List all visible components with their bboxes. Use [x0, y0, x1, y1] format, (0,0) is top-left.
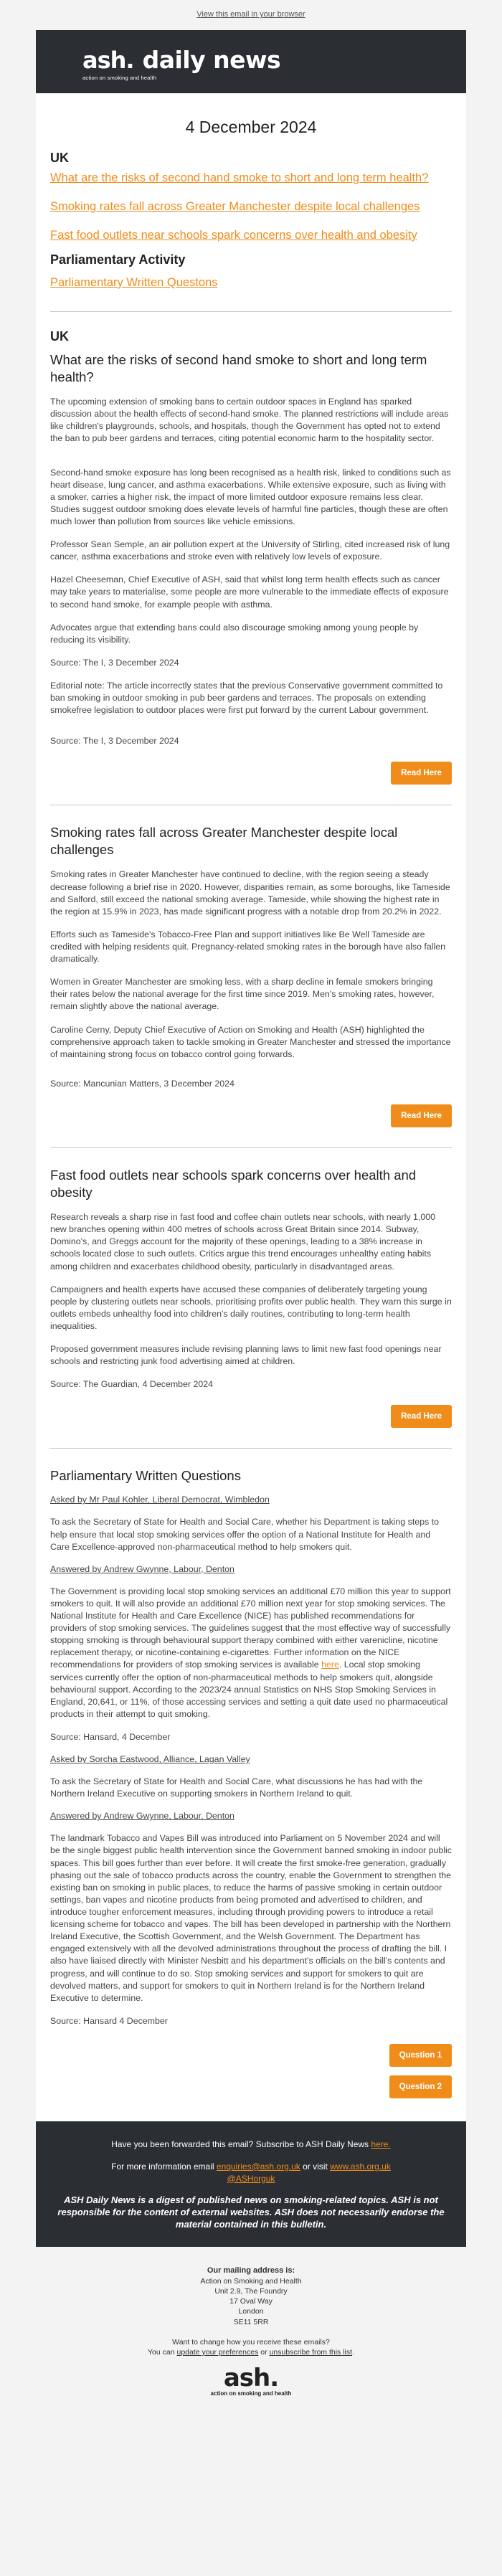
question-source: Source: Hansard, 4 December	[50, 1732, 171, 1742]
read-here-button[interactable]: Read Here	[391, 762, 452, 785]
toc-link[interactable]: Smoking rates fall across Greater Manchester despite local challenges	[50, 200, 420, 213]
button-row	[36, 1101, 466, 1147]
article-paragraph: Advocates argue that extending bans could also discourage smoking among young people by reducing its visibility.	[50, 622, 419, 645]
article-title: What are the risks of second hand smoke to short and long term health?	[50, 352, 427, 385]
org-name: Action on Smoking and Health	[200, 2276, 302, 2286]
issue-date: 4 December 2024	[185, 118, 317, 136]
article-paragraph: Professor Sean Semple, an air pollution expert at the University of Stirling, cited increased risk of lung cancer, asthma exacerbations and stroke even with relatively low levels of exposure.	[50, 539, 450, 562]
question-asker: Asked by Mr Paul Kohler, Liberal Democrat, Wimbledon	[50, 1495, 270, 1505]
article-paragraph: Research reveals a sharp rise in fast food and coffee chain outlets near schools, with nearly 1,000 new branches opening within 400 metres of schools across Great Britain since 2014. Subway, Domino's, and Greggs account for the majority of these openings, leading to a 38% increase in schools located close to such outlets. Critics argue this trend encourages unhealthy eating habits among children and exacerbates childhood obesity, particularly in disadvantaged areas.	[50, 1212, 436, 1272]
email-link[interactable]: enquiries@ash.org.uk	[216, 2161, 300, 2172]
article-title: Smoking rates fall across Greater Manchester despite local challenges	[50, 825, 398, 858]
contact-text	[57, 2161, 445, 2185]
preferences-or: or	[258, 2347, 270, 2357]
contact-prompt: For more information email	[111, 2161, 217, 2172]
question-text: To ask the Secretary of State for Health and Social Care, what discussions he has had with the Northern Ireland Executive on supporting smokers in Northern Ireland to quit.	[50, 1776, 423, 1799]
subscribe-link[interactable]: here.	[371, 2139, 391, 2149]
article-paragraph: Caroline Cerny, Deputy Chief Executive of Action on Smoking and Health (ASH) highlighted the comprehensive approach taken to tackle smoking in Greater Manchester and stressed the importance of maintaining strong focus on tobacco control going forwards.	[50, 1024, 451, 1059]
browser-link-bar	[0, 10, 502, 30]
parliamentary-title: Parliamentary Written Questions	[50, 1468, 241, 1484]
mailing-address-heading: Our mailing address is:	[207, 2266, 295, 2276]
contact-or: or visit	[300, 2161, 331, 2172]
read-here-button[interactable]: Read Here	[391, 1104, 452, 1127]
news-article	[36, 351, 466, 747]
footer-banner	[36, 2121, 466, 2247]
logo-tagline: action on smoking and health	[82, 75, 157, 81]
button-row	[36, 758, 466, 805]
nice-recommendations-link[interactable]: here	[321, 1659, 339, 1670]
toc-link[interactable]: What are the risks of second hand smoke to short and long term health?	[50, 171, 429, 184]
answer-text-part: . Local stop smoking services currently offer the option of non-pharmaceutical methods to help smokers quit, alongside behavioural support. According to the 2023/24 annual Statistics on NHS Stop Smoking Services in England, 20,641, or 11%, of those accessing services and setting a quit date used no pharmaceutical products in their attempt to quit smoking.	[50, 1659, 448, 1719]
parliamentary-section	[36, 1449, 466, 2027]
article-paragraph: Women in Greater Manchester are smoking less, with a sharp decline in female smokers bringing their rates below the national average for the first time since 2019. Men's smoking rates, however, remain slightly above the national average.	[50, 977, 435, 1012]
twitter-link[interactable]: @ASHorguk	[227, 2173, 275, 2184]
footer-logo-text: ash.	[223, 2364, 279, 2393]
article-paragraph: Campaigners and health experts have accused these companies of deliberately targeting young people by clustering outlets near schools, prioritising profits over public health. They warn this surge in outlets embeds unhealthy food into children's daily routines, contributing to long-term health inequalities.	[50, 1284, 452, 1331]
toc-link[interactable]: Fast food outlets near schools spark concerns over health and obesity	[50, 229, 417, 242]
view-in-browser-link[interactable]: View this email in your browser	[196, 10, 306, 19]
article-title: Fast food outlets near schools spark concerns over health and obesity	[50, 1168, 417, 1201]
question-asker: Asked by Sorcha Eastwood, Alliance, Lagan Valley	[50, 1754, 250, 1765]
article-paragraph: Hazel Cheeseman, Chief Executive of ASH, said that whilst long term health effects such as cancer may take years to materialise, some people are more vulnerable to the immediate effects of exposure to second hand smoke, for example people with asthma.	[50, 574, 449, 610]
question-1-button[interactable]: Question 1	[389, 2044, 452, 2067]
button-row	[36, 2038, 466, 2067]
preferences-line	[36, 2347, 466, 2357]
article-paragraph: Smoking rates in Greater Manchester have continued to decline, with the region seeing a steady decrease following a brief rise in 2020. However, disparities remain, as some boroughs, like Tameside and Salford, still exceed the national smoking average. Tameside, while showing the highest rate in the region at 15.9% in 2023, has made significant progress with a notable drop from 20.2% in 2022.	[50, 869, 450, 917]
table-of-contents	[36, 139, 466, 290]
uk-section-heading: UK	[50, 329, 69, 344]
question-answerer: Answered by Andrew Gwynne, Labour, Denton	[50, 1563, 235, 1574]
preferences-pre: You can	[148, 2347, 177, 2357]
address-line: SE11 5RR	[233, 2317, 269, 2326]
article-source: Source: Mancunian Matters, 3 December 2024	[50, 1078, 235, 1089]
question-answerer: Answered by Andrew Gwynne, Labour, Denton	[50, 1811, 235, 1822]
disclaimer: ASH Daily News is a digest of published news on smoking-related topics. ASH is not responsible for the content of external websites. ASH does not necessarily endorse the material contained in this bulletin.	[57, 2194, 445, 2230]
address-line: London	[238, 2307, 264, 2316]
footer-logo-tagline: action on smoking and health	[210, 2390, 292, 2397]
article-paragraph: The upcoming extension of smoking bans to certain outdoor spaces in England has sparked discussion about the health effects of second-hand smoke. The planned restrictions will include areas like children's playgrounds, schools, and hospitals, though the Government has opted not to extend the ban to pub beer gardens and terraces, citing potential economic harm to the hospitality sector.	[50, 397, 449, 444]
logo-row	[82, 46, 466, 74]
toc-parliamentary-heading: Parliamentary Activity	[50, 252, 186, 267]
email-card	[36, 30, 466, 2121]
editorial-note: Editorial note: The article incorrectly states that the previous Conservative government committed to ban smoking in outdoor smoking in pub beer gardens and terraces. The proposals on extending smokefree legislation to outdoor places were first put forward by the current Labour government.	[50, 680, 443, 716]
article-source: Source: The I, 3 December 2024	[50, 657, 179, 668]
update-preferences-link[interactable]: update your preferences	[176, 2347, 259, 2357]
news-article	[36, 1148, 466, 1391]
footer-logo	[36, 2366, 466, 2398]
preferences-post: .	[352, 2347, 354, 2357]
read-here-button[interactable]: Read Here	[391, 1405, 452, 1428]
subscribe-text	[57, 2139, 445, 2151]
address-line: Unit 2.9, The Foundry	[214, 2287, 288, 2296]
article-paragraph: Efforts such as Tameside's Tobacco-Free Plan and support initiatives like Be Well Tameside are credited with helping residents quit. Pregnancy-related smoking rates in the borough have also fallen dramatically.	[50, 929, 446, 965]
article-paragraph: Proposed government measures include revising planning laws to limit new fast food openings near schools and restricting junk food advertising aimed at children.	[50, 1344, 442, 1367]
preferences-question: Want to change how you receive these emails?	[172, 2337, 330, 2347]
answer-text-part: The Government is providing local stop smoking services an additional £70 million this year to support smokers to quit. It will also provide an additional £70 million next year for stop smoking services. The National Institute for Health and Care Excellence (NICE) has published recommendations for providers of stop smoking services. The guidelines suggest that the most effective way of successfully stopping smoking is through behavioural support therapy combined with either varenicline, nicotine replacement therapy, or nicotine-containing e-cigarettes. Further information on the NICE recommendations for providers of stop smoking services is available	[50, 1586, 451, 1670]
ash-logo: ash.	[82, 47, 134, 74]
question-text: To ask the Secretary of State for Health and Social Care, whether his Department is taking steps to help ensure that local stop smoking services offer the option of a National Institute for Health and Care Excellence-approved non-pharmaceutical method to help smokers quit.	[50, 1517, 440, 1552]
button-row	[36, 2067, 466, 2121]
question-2-button[interactable]: Question 2	[389, 2075, 452, 2098]
question-source: Source: Hansard 4 December	[50, 2015, 168, 2026]
answer-text	[50, 1586, 452, 1720]
unsubscribe-link[interactable]: unsubscribe from this list	[269, 2347, 353, 2357]
address-line: 17 Oval Way	[229, 2297, 273, 2306]
answer-text: The landmark Tobacco and Vapes Bill was introduced into Parliament on 5 November 2024 and will be the single biggest public health intervention since the Government banned smoking in indoor public spaces. This bill goes further than ever before. It will create the first smoke-free generation, gradually phasing out the sale of tobacco products across the country, enable the Government to strengthen the existing ban on smoking in public places, to reduce the harms of passive smoking in certain outdoor settings, ban vapes and nicotine products from being promoted and advertised to children, and introduce tougher enforcement measures, including through providing powers to introduce a retail licensing scheme for tobacco and vapes. The bill has been developed in partnership with the Northern Ireland Executive, the Scottish Government, and the Welsh Government. The Department has engaged extensively with all the devolved administrations throughout the process of drafting the bill. I also have liaised directly with Minister Nesbitt and his department's officials on the bill's contents and progress, and will continue to do so. Stop smoking services and support for smokers to quit are devolved matters, and support for smokers to quit in Northern Ireland is for the Northern Ireland Executive to determine.	[50, 1833, 452, 2003]
website-link[interactable]: www.ash.org.uk	[330, 2161, 391, 2172]
newsletter-name: daily news	[142, 46, 281, 74]
masthead	[36, 30, 466, 93]
article-source: Source: The I, 3 December 2024	[50, 736, 179, 747]
footer-address	[36, 2247, 466, 2412]
button-row	[36, 1401, 466, 1448]
toc-uk-heading: UK	[50, 151, 69, 165]
news-article	[36, 805, 466, 1090]
subscribe-prompt: Have you been forwarded this email? Subscribe to ASH Daily News	[111, 2139, 371, 2149]
article-paragraph: Second-hand smoke exposure has long been recognised as a health risk, linked to conditions such as heart disease, lung cancer, and asthma exacerbations. While extensive exposure, such as living with a smoker, carries a higher risk, the impact of more limited outdoor exposure remains less clear. Studies suggest outdoor smoking does elevate levels of harmful fine particles, though these are often much lower than pollution from sources like vehicle emissions.	[50, 467, 451, 526]
toc-link[interactable]: Parliamentary Written Questons	[50, 276, 218, 289]
article-source: Source: The Guardian, 4 December 2024	[50, 1379, 214, 1390]
